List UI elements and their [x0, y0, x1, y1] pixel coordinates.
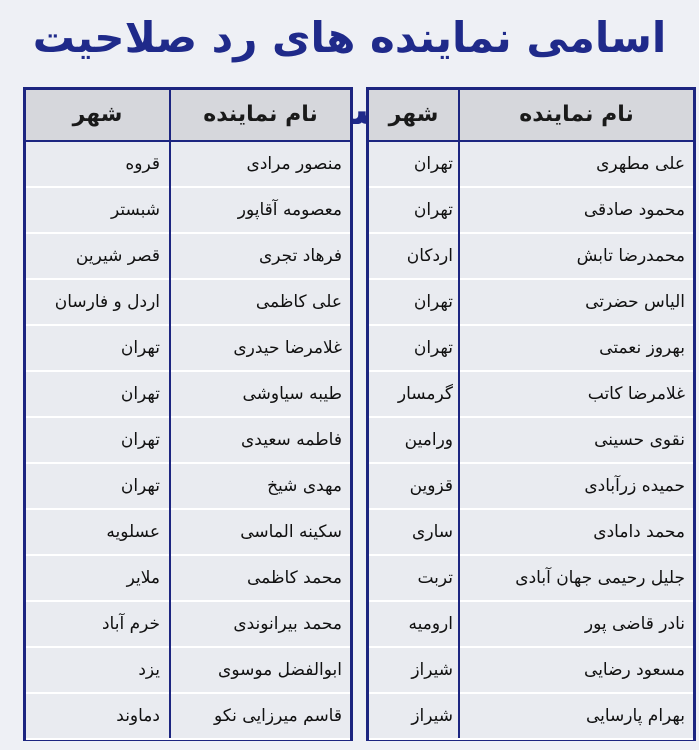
table-row: [369, 234, 693, 280]
table-row: [26, 418, 350, 464]
representative-name: علی کاظمی: [255, 292, 342, 312]
city-name: یزد: [138, 660, 160, 680]
city-name: گرمسار: [397, 384, 453, 404]
representative-name: معصومه آقاپور: [237, 200, 342, 220]
city-name: ملایر: [126, 568, 160, 588]
table-row: [26, 694, 350, 740]
table-row: [369, 326, 693, 372]
representative-name: محمود صادقی: [583, 200, 685, 220]
representative-name: نادر قاضی پور: [584, 614, 685, 634]
table-row: [26, 510, 350, 556]
city-name: تهران: [120, 384, 160, 404]
row-separator: [369, 738, 693, 740]
representative-name: سکینه الماسی: [240, 522, 342, 542]
header-city: شهر: [26, 90, 171, 140]
city-name: عسلویه: [106, 522, 160, 542]
city-name: تهران: [413, 200, 453, 220]
representative-name: جلیل رحیمی جهان آبادی: [515, 568, 685, 588]
representative-name: الیاس حضرتی: [585, 292, 685, 312]
city-name: تهران: [120, 338, 160, 358]
table-row: [369, 418, 693, 464]
representative-name: غلامرضا کاتب: [587, 384, 685, 404]
header-name: نام نماینده: [203, 102, 318, 127]
table-row: [369, 694, 693, 740]
city-name: شیراز: [411, 706, 453, 726]
city-name: تهران: [413, 338, 453, 358]
table-row: [26, 556, 350, 602]
table-row: [26, 142, 350, 188]
rows-right: [369, 142, 693, 740]
table-row: [369, 556, 693, 602]
table-row: [369, 142, 693, 188]
page-title: اسامی نماینده های رد صلاحیت: [32, 13, 667, 62]
table-header: [369, 90, 693, 142]
representative-name: محمد بیرانوندی: [233, 614, 342, 634]
city-name: دماوند: [116, 706, 160, 726]
row-separator: [26, 738, 350, 740]
representative-name: طیبه سیاوشی: [242, 384, 342, 404]
table-row: [26, 280, 350, 326]
representative-name: منصور مرادی: [246, 154, 342, 174]
city-name: تهران: [120, 476, 160, 496]
header-name: نام نماینده: [519, 102, 634, 127]
city-name: تهران: [413, 154, 453, 174]
city-name: تهران: [413, 292, 453, 312]
representative-name: محمد دامادی: [593, 522, 685, 542]
table-row: [369, 280, 693, 326]
table-row: [369, 464, 693, 510]
table-row: [26, 648, 350, 694]
representative-name: محمد کاظمی: [246, 568, 342, 588]
city-name: خرم آباد: [101, 614, 160, 634]
table-right: [366, 87, 696, 741]
rows-left: [26, 142, 350, 740]
representative-name: حمیده زرآبادی: [584, 476, 685, 496]
city-name: ساری: [412, 522, 453, 542]
column-divider: [458, 140, 460, 738]
table-row: [26, 372, 350, 418]
table-row: [26, 188, 350, 234]
representative-name: بهرام پارسایی: [585, 706, 685, 726]
city-name: قصر شیرین: [75, 246, 160, 266]
representative-name: فرهاد تجری: [258, 246, 342, 266]
column-divider: [169, 140, 171, 738]
city-name: تربت: [417, 568, 453, 588]
table-row: [369, 648, 693, 694]
representative-name: مهدی شیخ: [267, 476, 342, 496]
representative-name: محمدرضا تابش: [576, 246, 685, 266]
table-row: [26, 326, 350, 372]
representative-name: علی مطهری: [596, 154, 685, 174]
table-row: [369, 372, 693, 418]
table-row: [26, 234, 350, 280]
representative-name: نقوی حسینی: [594, 430, 685, 450]
table-header: [26, 90, 350, 142]
city-name: شبستر: [110, 200, 160, 220]
representative-name: فاطمه سعیدی: [241, 430, 342, 450]
table-row: [26, 464, 350, 510]
city-name: اردکان: [406, 246, 453, 266]
representative-name: ابوالفضل موسوی: [218, 660, 342, 680]
city-name: قزوین: [409, 476, 453, 496]
representative-name: قاسم میرزایی نکو: [213, 706, 342, 726]
table-row: [26, 602, 350, 648]
representative-name: بهروز نعمتی: [599, 338, 685, 358]
table-row: [369, 602, 693, 648]
representative-name: مسعود رضایی: [584, 660, 685, 680]
representative-name: غلامرضا حیدری: [233, 338, 342, 358]
city-name: شیراز: [411, 660, 453, 680]
table-row: [369, 510, 693, 556]
city-name: ارومیه: [408, 614, 453, 634]
table-left: [23, 87, 353, 741]
city-name: اردل و فارسان: [54, 292, 160, 312]
header-city: شهر: [369, 90, 460, 140]
city-name: قروه: [125, 154, 160, 174]
table-row: [369, 188, 693, 234]
city-name: ورامین: [404, 430, 453, 450]
city-name: تهران: [120, 430, 160, 450]
